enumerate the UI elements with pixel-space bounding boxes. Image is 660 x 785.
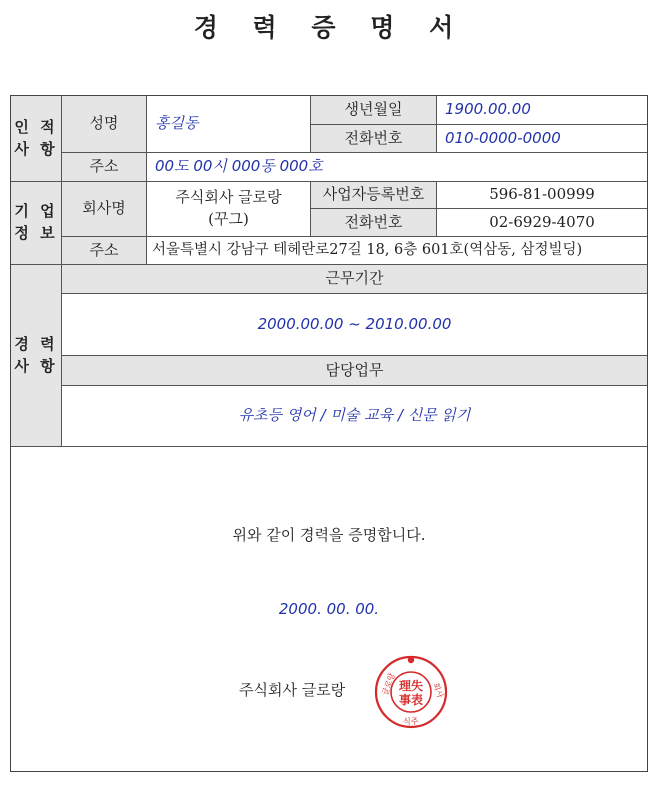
company-address-value: 서울특별시 강남구 테헤란로27길 18, 6층 601호(역삼동, 삼정빌딩)	[147, 237, 647, 265]
svg-text:회사: 회사	[431, 681, 445, 700]
birth-value: 1900.00.00	[437, 96, 647, 125]
company-phone-label: 전화번호	[311, 209, 437, 237]
company-phone-value: 02-6929-4070	[437, 209, 647, 237]
personal-phone-label: 전화번호	[311, 125, 437, 153]
svg-text:글로랑: 글로랑	[380, 671, 397, 697]
career-section-label-1: 경 력	[14, 334, 58, 353]
regno-value: 596-81-00999	[437, 182, 647, 209]
company-section-header	[11, 182, 62, 265]
personal-section-label-2: 사 항	[14, 139, 58, 158]
personal-section-label-1: 인 적	[14, 117, 58, 136]
company-name-value	[147, 182, 311, 237]
name-label: 성명	[62, 96, 147, 153]
personal-section-header	[11, 96, 62, 182]
career-section-label-2: 사 항	[14, 356, 58, 375]
issue-date: 2000. 00. 00.	[278, 600, 380, 618]
svg-text:理失: 理失	[398, 679, 424, 693]
personal-address-value: 00도 00시 000동 000호	[147, 153, 647, 182]
career-section-header	[11, 265, 62, 447]
certification-statement: 위와 같이 경력을 증명합니다.	[232, 526, 426, 544]
company-address-label: 주소	[62, 237, 147, 265]
company-name-label: 회사명	[62, 182, 147, 237]
svg-text:事表: 事表	[398, 693, 424, 707]
duty-label: 담당업무	[62, 356, 647, 386]
name-value: 홍길동	[147, 96, 311, 153]
regno-label: 사업자등록번호	[311, 182, 437, 209]
company-section-label-1: 기 업	[14, 202, 58, 221]
company-name-line1: 주식회사 글로랑	[175, 188, 282, 207]
document-title: 경 력 증 명 서	[193, 13, 467, 42]
birth-label: 생년월일	[311, 96, 437, 125]
personal-address-label: 주소	[62, 153, 147, 182]
period-value: 2000.00.00 ~ 2010.00.00	[62, 294, 647, 356]
personal-phone-value: 010-0000-0000	[437, 125, 647, 153]
svg-text:식주: 식주	[403, 717, 419, 726]
company-seal-stamp	[373, 654, 449, 730]
duty-value: 유초등 영어 / 미술 교육 / 신문 읽기	[62, 386, 647, 447]
certificate-table	[10, 95, 648, 772]
issuer-company-name: 주식회사 글로랑	[239, 681, 346, 699]
period-label: 근무기간	[62, 265, 647, 294]
company-section-label-2: 정 보	[14, 224, 58, 242]
company-name-line2: (꾸그)	[208, 210, 249, 228]
